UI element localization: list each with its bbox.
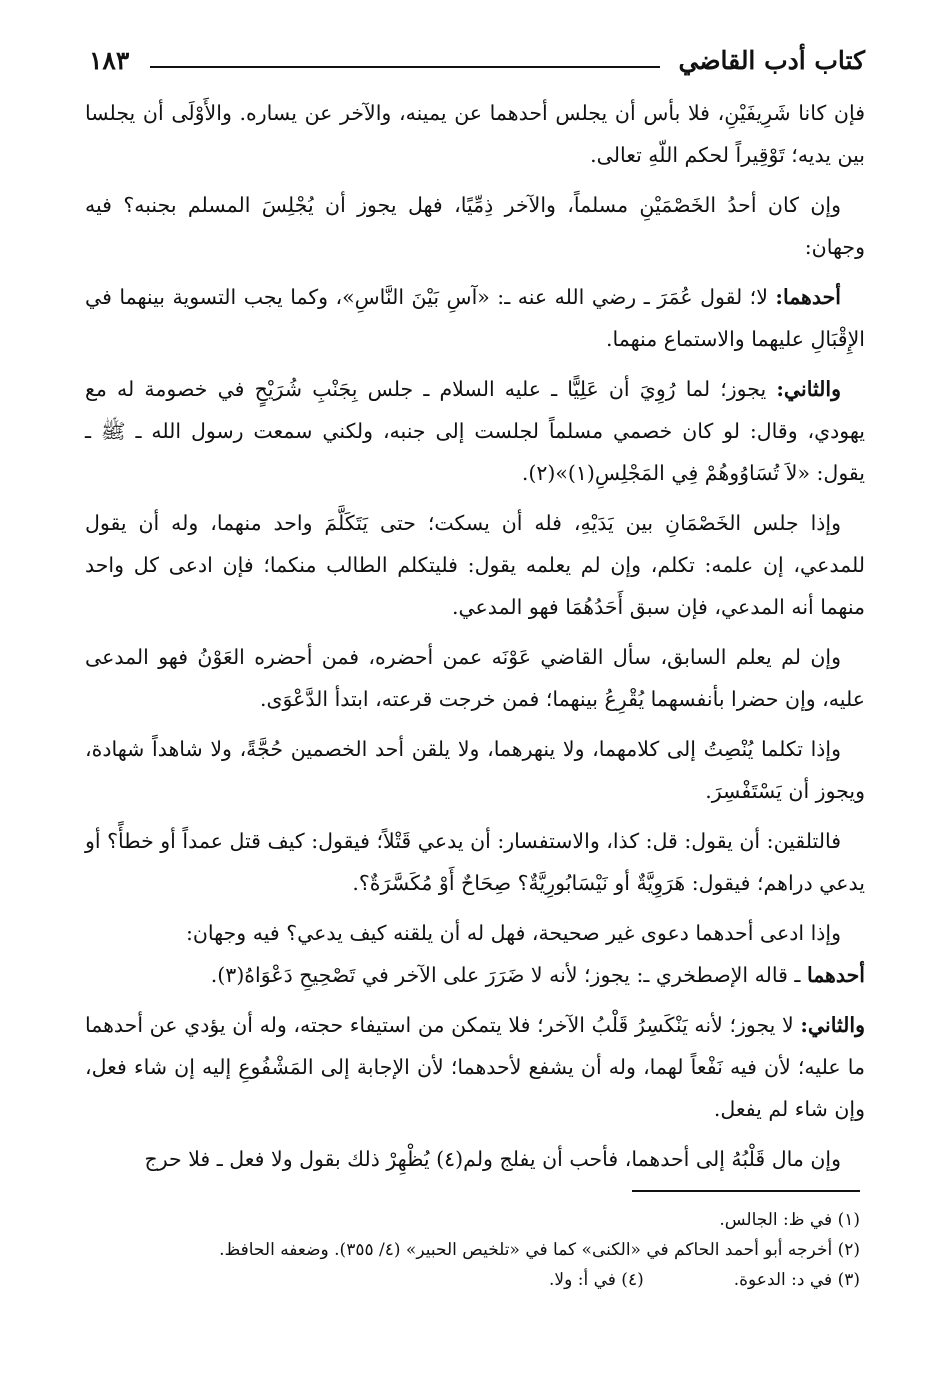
running-header (85, 40, 865, 84)
paragraph: وإذا تكلما يُنْصِتُ إلى كلامهما، ولا ينهرهما، ولا يلقن أحد الخصمين حُجَّةً، ولا شاهداً شهادة، ويجوز أن يَسْتَفْسِرَ. (85, 737, 865, 803)
footnote: (٢) أخرجه أبو أحمد الحاكم في «الكنى» كما في «تلخيص الحبير» (٤/ ٣٥٥). وضعفه الحافظ. (219, 1240, 860, 1260)
main-text (85, 92, 865, 1188)
book-title: كتاب أدب القاضي (678, 46, 865, 75)
paragraph: وإذا ادعى أحدهما دعوى غير صحيحة، فهل له أن يلقنه كيف يدعي؟ فيه وجهان: (185, 921, 841, 945)
paragraph: وإن لم يعلم السابق، سأل القاضي عَوْنَه عمن أحضره، فمن أحضره العَوْنُ فهو المدعى عليه، وإن حضرا بأنفسهما يُقْرِعُ بينهما؛ فمن خرجت قرعته، ابتدأ الدَّعْوَى. (85, 645, 865, 711)
page-number: ١٨٣ (89, 46, 130, 75)
paragraph: وإن كان أحدُ الخَصْمَيْنِ مسلماً، والآخر ذِمِّيًا، فهل يجوز أن يُجْلِسَ المسلم بجنبه؟ فيه وجهان: (85, 193, 865, 259)
header-rule (150, 66, 660, 68)
paragraph: والثاني: لا يجوز؛ لأنه يَنْكَسِرُ قَلْبُ الآخر؛ فلا يتمكن من استيفاء حجته، وله أن يؤدي عن أحدهما ما عليه؛ لأن فيه نَفْعاً لهما، وله أن يشفع لأحدهما؛ لأن الإجابة إلى المَشْفُوعِ إليه إن شاء فعل، وإن شاء لم يفعل. (85, 1013, 865, 1121)
paragraph: فالتلقين: أن يقول: قل: كذا، والاستفسار: أن يدعي قَتْلاً؛ فيقول: كيف قتل عمداً أو خطأً؟ أو يدعي دراهم؛ فيقول: هَرَوِيَّةٌ أو نَيْسَابُورِيَّةٌ؟ صِحَاحٌ أَوْ مُكَسَّرَةٌ؟. (85, 829, 865, 895)
footnote-separator (632, 1190, 860, 1192)
paragraph: والثاني: يجوز؛ لما رُوِيَ أن عَلِيًّا ـ عليه السلام ـ جلس بِجَنْبِ شُرَيْحٍ في خصومة له مع يهودي، وقال: لو كان خصمي مسلماً لجلست إلى جنبه، ولكني سمعت رسول الله ـ ﷺ ـ يقول: «لاَ تُسَاوُوهُمْ فِي المَجْلِسِ(١)»(٢). (85, 377, 866, 485)
paragraph: وإن مال قَلْبُهُ إلى أحدهما، فأحب أن يفلج ولم(٤) يُظْهِرْ ذلك بقول ولا فعل ـ فلا حرج (144, 1147, 841, 1171)
paragraph: فإن كانا شَرِيفَيْنِ، فلا بأس أن يجلس أحدهما عن يمينه، والآخر عن يساره. والأَوْلَى أن يجلسا بين يديه؛ تَوْقِيراً لحكم اللّهِ تعالى. (85, 101, 865, 167)
paragraph: أحدهما: لا؛ لقول عُمَرَ ـ رضي الله عنه ـ: «آسِ بَيْنَ النَّاسِ»، وكما يجب التسوية بينهما في الإِقْبَالِ عليهما والاستماع منهما. (85, 285, 865, 351)
footnotes (85, 1205, 860, 1295)
footnote: (١) في ظ: الجالس. (719, 1210, 860, 1230)
footnote: (٣) في د: الدعوة. (٤) في أ: ولا. (549, 1270, 860, 1290)
paragraph: أحدهما ـ قاله الإصطخري ـ: يجوز؛ لأنه لا ضَرَرَ على الآخر في تَصْحِيحِ دَعْوَاهُ(٣). (210, 963, 865, 987)
paragraph: وإذا جلس الخَصْمَانِ بين يَدَيْهِ، فله أن يسكت؛ حتى يَتَكَلَّمَ واحد منهما، وله أن يقول للمدعي، إن علمه: تكلم، وإن لم يعلمه يقول: فليتكلم الطالب منكما؛ فإن ادعى كل واحد منهما أنه المدعي، فإن سبق أَحَدُهُمَا فهو المدعي. (85, 511, 865, 619)
